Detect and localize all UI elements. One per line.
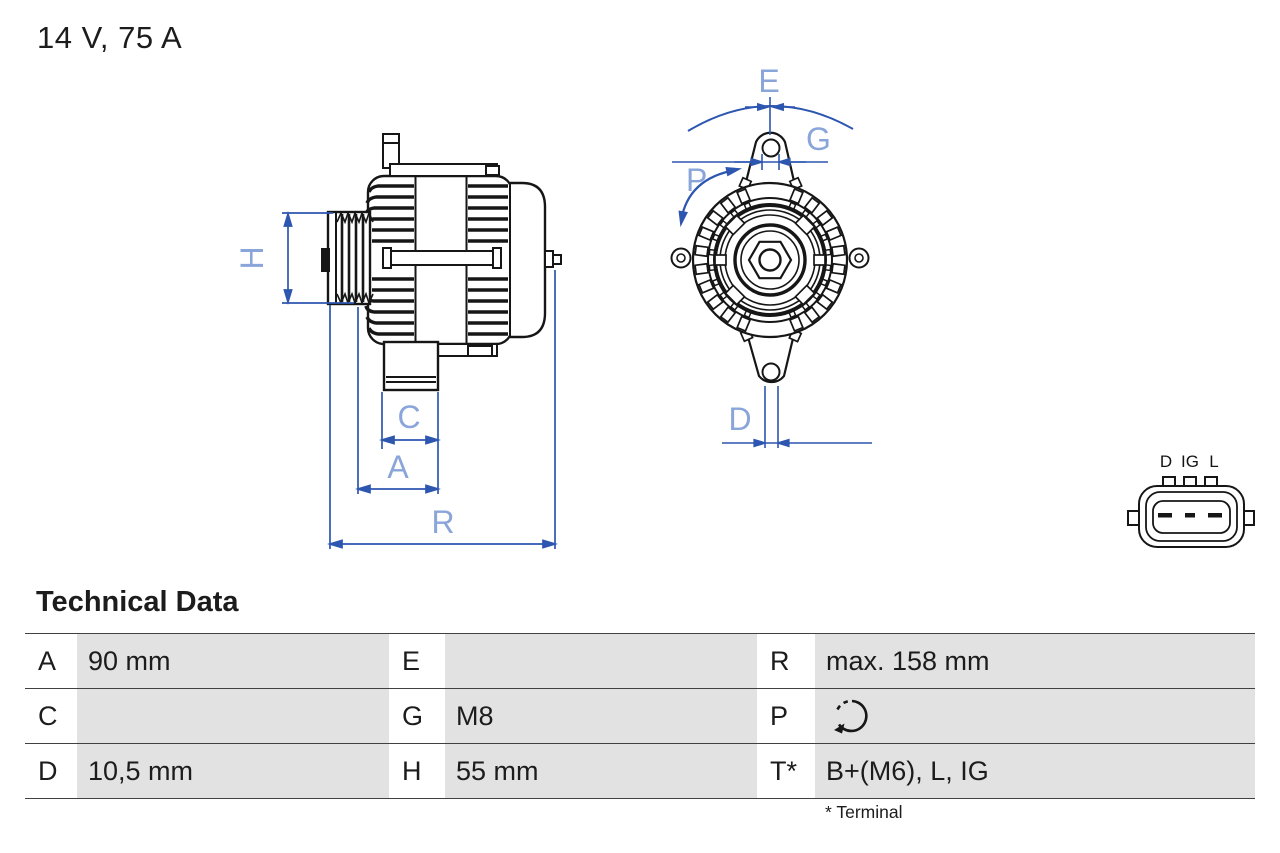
- technical-data-heading: Technical Data: [36, 586, 239, 618]
- spec-value: [77, 689, 389, 743]
- spec-label: G: [389, 689, 445, 743]
- dimension-label-p: P: [686, 162, 708, 198]
- dimension-label-a: A: [387, 449, 409, 485]
- rotation-direction-icon: [830, 695, 872, 737]
- spec-value: 10,5 mm: [77, 744, 389, 798]
- connector-pin-label-ig: IG: [1181, 452, 1199, 471]
- spec-value: 55 mm: [445, 744, 757, 798]
- spec-label: E: [389, 634, 445, 688]
- dimension-label-d: D: [728, 401, 752, 437]
- dimension-label-e: E: [758, 63, 780, 99]
- dimension-label-c: C: [397, 399, 421, 435]
- spec-value: max. 158 mm: [815, 634, 1255, 688]
- spec-value: M8: [445, 689, 757, 743]
- spec-label: A: [25, 634, 77, 688]
- spec-label: R: [757, 634, 815, 688]
- table-row: [25, 743, 1255, 799]
- dimension-label-r: R: [431, 504, 455, 540]
- spec-label: C: [25, 689, 77, 743]
- spec-label: D: [25, 744, 77, 798]
- technical-data-table: [25, 633, 1255, 799]
- connector-pin-label-l: L: [1209, 452, 1219, 471]
- spec-label: P: [757, 689, 815, 743]
- voltage-amperage-title: 14 V, 75 A: [37, 20, 183, 55]
- spec-value: [445, 634, 757, 688]
- spec-value: [815, 689, 1255, 743]
- dimension-label-g: G: [806, 121, 831, 157]
- spec-label: T*: [757, 744, 815, 798]
- terminal-footnote: * Terminal: [825, 802, 903, 822]
- spec-value: 90 mm: [77, 634, 389, 688]
- dimension-label-h: H: [234, 246, 270, 270]
- table-row: [25, 688, 1255, 743]
- connector-pin-label-d: D: [1159, 452, 1173, 471]
- spec-value: B+(M6), L, IG: [815, 744, 1255, 798]
- spec-label: H: [389, 744, 445, 798]
- pin-connector-drawing: [1128, 477, 1254, 547]
- table-row: [25, 633, 1255, 688]
